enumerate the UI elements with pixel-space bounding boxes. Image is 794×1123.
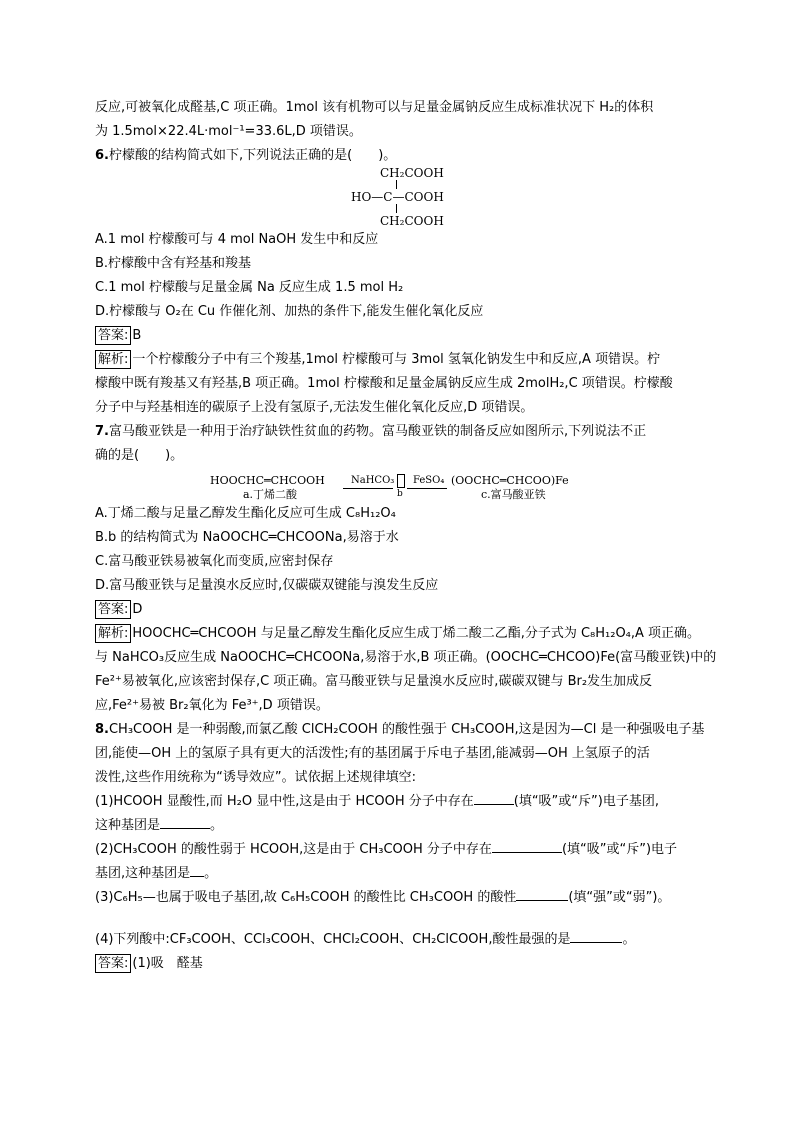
- q8-blank-4[interactable]: [190, 862, 204, 877]
- answer-label: 答案:: [95, 954, 131, 973]
- q8-part-3-hint: (填“强”或“弱”)。: [568, 890, 671, 905]
- bond-up: [396, 180, 397, 189]
- q6-answer-value: B: [132, 328, 142, 343]
- q6-analysis-text-1: 一个柠檬酸分子中有三个羧基,1mol 柠檬酸可与 3mol 氢氧化钠发生中和反应,A 项错误。柠: [132, 352, 661, 367]
- q7-analysis-1: [95, 622, 700, 646]
- q7-analysis-2: 与 NaHCO₃反应生成 NaOOCHC═CHCOONa,易溶于水,B 项正确。(OOCHC═CHCOO)Fe(富马酸亚铁)中的: [95, 650, 717, 665]
- q8-part-4-end: 。: [622, 932, 636, 947]
- q7-analysis-text-1: HOOCHC═CHCOOH 与足量乙醇发生酯化反应生成丁烯二酸二乙酯,分子式为 C₈H₁₂O₄,A 项正确。: [132, 626, 701, 641]
- q6-option-b: B.柠檬酸中含有羟基和羧基: [95, 256, 252, 271]
- q7-answer-value: D: [132, 602, 143, 617]
- q6-option-c: C.1 mol 柠檬酸与足量金属 Na 反应生成 1.5 mol H₂: [95, 280, 404, 295]
- q6-analysis-2: 檬酸中既有羧基又有羟基,B 项正确。1mol 柠檬酸和足量金属钠反应生成 2molH₂,C 项错误。柠檬酸: [95, 376, 673, 391]
- q7-option-d: D.富马酸亚铁与足量溴水反应时,仅碳碳双键能与溴发生反应: [95, 578, 439, 593]
- q8-blank-5[interactable]: [516, 886, 568, 901]
- q6-option-d: D.柠檬酸与 O₂在 Cu 作催化剂、加热的条件下,能发生催化氧化反应: [95, 304, 484, 319]
- analysis-label: 解析:: [95, 350, 131, 369]
- question-7-number: 7.: [95, 424, 109, 439]
- citric-acid-structure: [95, 168, 700, 228]
- q6-analysis-1: [95, 348, 700, 372]
- analysis-label: 解析:: [95, 624, 131, 643]
- answer-label: 答案:: [95, 326, 131, 345]
- q8-part-2-cont-text: 基团,这种基团是: [95, 866, 191, 881]
- product-c-name: c.富马酸亚铁: [481, 488, 546, 501]
- q6-option-a: A.1 mol 柠檬酸可与 4 mol NaOH 发生中和反应: [95, 232, 379, 247]
- q7-option-b: B.b 的结构简式为 NaOOCHC═CHCOONa,易溶于水: [95, 530, 399, 545]
- q8-part-1-end: 。: [210, 818, 224, 833]
- product-c-formula: (OOCHC═CHCOO)Fe: [451, 474, 569, 487]
- question-7-text-1: 富马酸亚铁是一种用于治疗缺铁性贫血的药物。富马酸亚铁的制备反应如图所示,下列说法不正: [108, 424, 647, 439]
- compound-b-label: b: [397, 489, 403, 499]
- q7-analysis-4: 应,Fe²⁺易被 Br₂氧化为 Fe³⁺,D 项错误。: [95, 698, 329, 713]
- q8-part-3-text: (3)C₆H₅—也属于吸电子基团,故 C₆H₅COOH 的酸性比 CH₃COOH 的酸性: [95, 890, 517, 905]
- reaction-scheme: [95, 468, 700, 502]
- q8-part-2-end: 。: [204, 866, 218, 881]
- question-6-number: 6.: [95, 148, 109, 163]
- q8-answer-value: (1)吸 醛基: [132, 956, 203, 971]
- q7-analysis-3: Fe²⁺易被氧化,应该密封保存,C 项正确。富马酸亚铁与足量溴水反应时,碳碳双键与 Br₂发生加成反: [95, 674, 653, 689]
- answer-label: 答案:: [95, 600, 131, 619]
- reactant-a-formula: HOOCHC═CHCOOH: [210, 474, 325, 487]
- q8-part-1-cont-text: 这种基团是: [95, 818, 161, 833]
- q8-blank-1[interactable]: [474, 790, 514, 805]
- structure-top: CH₂COOH: [380, 166, 444, 180]
- question-6-stem: [95, 144, 700, 168]
- q8-blank-6[interactable]: [570, 928, 622, 943]
- prev-analysis-line-2: 为 1.5mol×22.4L·mol⁻¹=33.6L,D 项错误。: [95, 124, 362, 139]
- document-page: [95, 96, 717, 976]
- question-8-text-1: CH₃COOH 是一种弱酸,而氯乙酸 ClCH₂COOH 的酸性强于 CH₃COOH,这是因为—Cl 是一种强吸电子基: [108, 722, 705, 737]
- q7-answer: [95, 598, 700, 622]
- q8-part-2-cont: [95, 862, 700, 886]
- q8-part-2: [95, 838, 700, 862]
- q8-part-3: [95, 886, 700, 910]
- arrow-2: [407, 488, 447, 489]
- q8-part-1-cont: [95, 814, 700, 838]
- structure-middle: HO—C—COOH: [351, 190, 444, 204]
- question-6-text: 柠檬酸的结构简式如下,下列说法正确的是( )。: [108, 148, 397, 163]
- spacer: [95, 910, 700, 928]
- bond-down: [396, 204, 397, 213]
- q8-part-2-hint: (填“吸”或“斥”)电子: [561, 842, 678, 857]
- q6-answer: [95, 324, 700, 348]
- reagent-2: FeSO₄: [413, 475, 445, 486]
- question-8-number: 8.: [95, 722, 109, 737]
- reagent-1: NaHCO₃: [351, 475, 395, 486]
- q8-part-1-text: (1)HCOOH 显酸性,而 H₂O 显中性,这是由于 HCOOH 分子中存在: [95, 794, 474, 809]
- question-8-stem-3: 泼性,这些作用统称为“诱导效应”。试依据上述规律填空:: [95, 770, 416, 785]
- question-7-stem-2: 确的是( )。: [95, 448, 184, 463]
- arrow-1: [343, 488, 393, 489]
- q8-part-4: [95, 928, 700, 952]
- prev-analysis-line-1: 反应,可被氧化成醛基,C 项正确。1mol 该有机物可以与足量金属钠反应生成标准状况下 H₂的体积: [95, 100, 654, 115]
- q8-part-4-text: (4)下列酸中:CF₃COOH、CCl₃COOH、CHCl₂COOH、CH₂ClCOOH,酸性最强的是: [95, 932, 571, 947]
- q8-answer: [95, 952, 700, 976]
- q8-part-2-text: (2)CH₃COOH 的酸性弱于 HCOOH,这是由于 CH₃COOH 分子中存在: [95, 842, 492, 857]
- structure-bottom: CH₂COOH: [380, 214, 444, 228]
- q6-analysis-3: 分子中与羟基相连的碳原子上没有氢原子,无法发生催化氧化反应,D 项错误。: [95, 400, 534, 415]
- q8-blank-3[interactable]: [492, 838, 562, 853]
- compound-b-box: [397, 474, 405, 488]
- q8-part-1: [95, 790, 700, 814]
- reactant-a-name: a.丁烯二酸: [243, 488, 298, 501]
- q7-option-c: C.富马酸亚铁易被氧化而变质,应密封保存: [95, 554, 334, 569]
- q7-option-a: A.丁烯二酸与足量乙醇发生酯化反应可生成 C₈H₁₂O₄: [95, 506, 396, 521]
- q8-blank-2[interactable]: [160, 814, 210, 829]
- question-8-stem-1: [95, 718, 705, 742]
- question-8-stem-2: 团,能使—OH 上的氢原子具有更大的活泼性;有的基团属于斥电子基团,能减弱—OH 上氢原子的活: [95, 746, 650, 761]
- question-7-stem-1: [95, 420, 700, 444]
- q8-part-1-hint: (填“吸”或“斥”)电子基团,: [513, 794, 659, 809]
